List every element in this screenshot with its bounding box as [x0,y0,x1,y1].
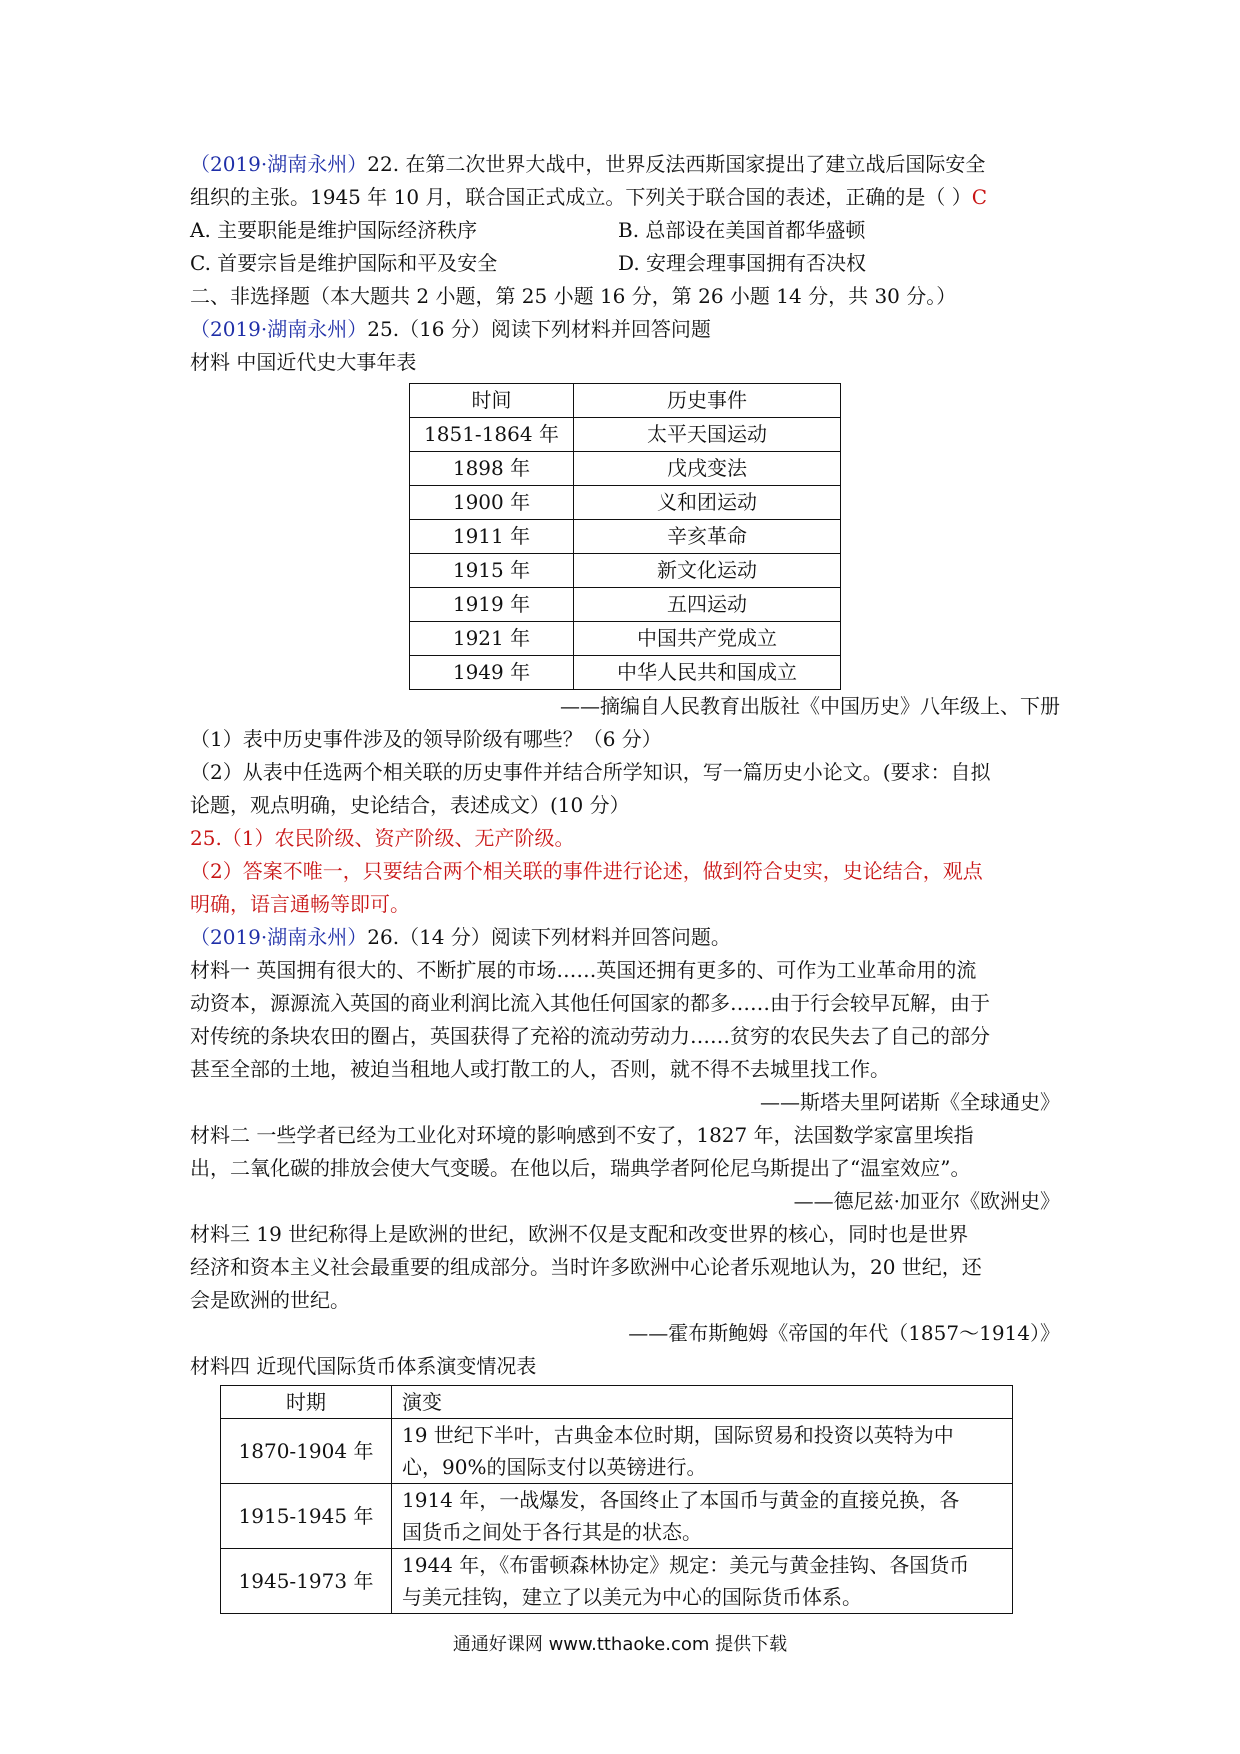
timeline-table [409,383,841,690]
option-c: C. 首要宗旨是维护国际和平及安全 [190,251,498,275]
table-header: 时期 [221,1386,392,1419]
q22-stem-line1: （2019·湖南永州）22. 在第二次世界大战中，世界反法西斯国家提出了建立战后国际安全 [190,152,986,176]
material3-line: 材料三 19 世纪称得上是欧洲的世纪，欧洲不仅是支配和改变世界的核心，同时也是世界 [190,1222,969,1246]
q25-sub2-line1: （2）从表中任选两个相关联的历史事件并结合所学知识，写一篇历史小论文。(要求：自拟 [190,760,991,784]
q25-sub2-line2: 论题，观点明确，史论结合，表述成文）(10 分） [190,793,630,817]
q22-source: （2019·湖南永州） [190,152,368,176]
table-row: 1945-1973 年 1944 年，《布雷顿森林协定》规定：美元与黄金挂钩、各国货币 与美元挂钩，建立了以美元为中心的国际货币体系。 [221,1549,1013,1614]
q25-answer2-line1: （2）答案不唯一，只要结合两个相关联的事件进行论述，做到符合史实，史论结合，观点 [190,859,983,883]
material1-line: 甚至全部的土地，被迫当租地人或打散工的人，否则，就不得不去城里找工作。 [190,1057,890,1081]
section-heading: 二、非选择题（本大题共 2 小题，第 25 小题 16 分，第 26 小题 14 分，共 30 分。） [190,284,957,308]
q22-answer: C [971,185,988,209]
table-row: 1919 年 五四运动 [410,588,841,622]
q25-answer1: 25.（1）农民阶级、资产阶级、无产阶级。 [190,826,575,850]
material2-line: 出，二氧化碳的排放会使大气变暖。在他以后，瑞典学者阿伦尼乌斯提出了“温室效应”。 [190,1156,971,1180]
table-row: 1898 年 戊戌变法 [410,452,841,486]
material1-line: 动资本，源源流入英国的商业利润比流入其他任何国家的都多……由于行会较早瓦解，由于 [190,991,990,1015]
q22-options-row2 [190,247,1060,280]
table-row: 1851-1864 年 太平天国运动 [410,418,841,452]
q22-stem-line2: 组织的主张。1945 年 10 月，联合国正式成立。下列关于联合国的表述，正确的是（ ）C [190,185,988,209]
material2-citation: ——德尼兹·加亚尔《欧洲史》 [793,1189,1060,1213]
option-b: B. 总部设在美国首都华盛顿 [618,218,866,242]
table-row: 1915-1945 年 1914 年，一战爆发，各国终止了本国币与黄金的直接兑换，各 国货币之间处于各行其是的状态。 [221,1484,1013,1549]
currency-table [220,1385,1013,1614]
q26-stem: （2019·湖南永州）26.（14 分）阅读下列材料并回答问题。 [190,925,731,949]
q25-material-title: 材料 中国近代史大事年表 [190,350,417,374]
document-body [190,148,1060,1614]
table-header-row [221,1386,1013,1419]
q25-answer2-line2: 明确，语言通畅等即可。 [190,892,410,916]
material3-line: 会是欧洲的世纪。 [190,1288,350,1312]
material3-line: 经济和资本主义社会最重要的组成部分。当时许多欧洲中心论者乐观地认为，20 世纪，还 [190,1255,982,1279]
q22-options-row1 [190,214,1060,247]
option-a: A. 主要职能是维护国际经济秩序 [190,218,478,242]
table-row: 1900 年 义和团运动 [410,486,841,520]
q26-source: （2019·湖南永州） [190,925,368,949]
q25-sub1: （1）表中历史事件涉及的领导阶级有哪些？（6 分） [190,727,662,751]
table-header: 时间 [410,384,574,418]
material1-citation: ——斯塔夫里阿诺斯《全球通史》 [760,1090,1060,1114]
material2-line: 材料二 一些学者已经为工业化对环境的影响感到不安了，1827 年，法国数学家富里埃指 [190,1123,974,1147]
table-header-row [410,384,841,418]
table-row: 1870-1904 年 19 世纪下半叶，古典金本位时期，国际贸易和投资以英特为中 心，90%的国际支付以英镑进行。 [221,1419,1013,1484]
q25-source: （2019·湖南永州） [190,317,368,341]
table-header: 演变 [392,1386,1013,1419]
option-d: D. 安理会理事国拥有否决权 [618,251,867,275]
table-row: 1911 年 辛亥革命 [410,520,841,554]
table-row: 1949 年 中华人民共和国成立 [410,656,841,690]
page-footer: 通通好课网 www.tthaoke.com 提供下载 [452,1634,788,1655]
material3-citation: ——霍布斯鲍姆《帝国的年代（1857～1914）》 [628,1321,1060,1345]
q25-citation: ——摘编自人民教育出版社《中国历史》八年级上、下册 [560,694,1060,718]
q25-stem: （2019·湖南永州）25.（16 分）阅读下列材料并回答问题 [190,317,711,341]
table-header: 历史事件 [574,384,841,418]
table-row: 1921 年 中国共产党成立 [410,622,841,656]
table-row: 1915 年 新文化运动 [410,554,841,588]
material4-title: 材料四 近现代国际货币体系演变情况表 [190,1354,537,1378]
material1-line: 材料一 英国拥有很大的、不断扩展的市场……英国还拥有更多的、可作为工业革命用的流 [190,958,977,982]
material1-line: 对传统的条块农田的圈占，英国获得了充裕的流动劳动力……贫穷的农民失去了自己的部分 [190,1024,990,1048]
